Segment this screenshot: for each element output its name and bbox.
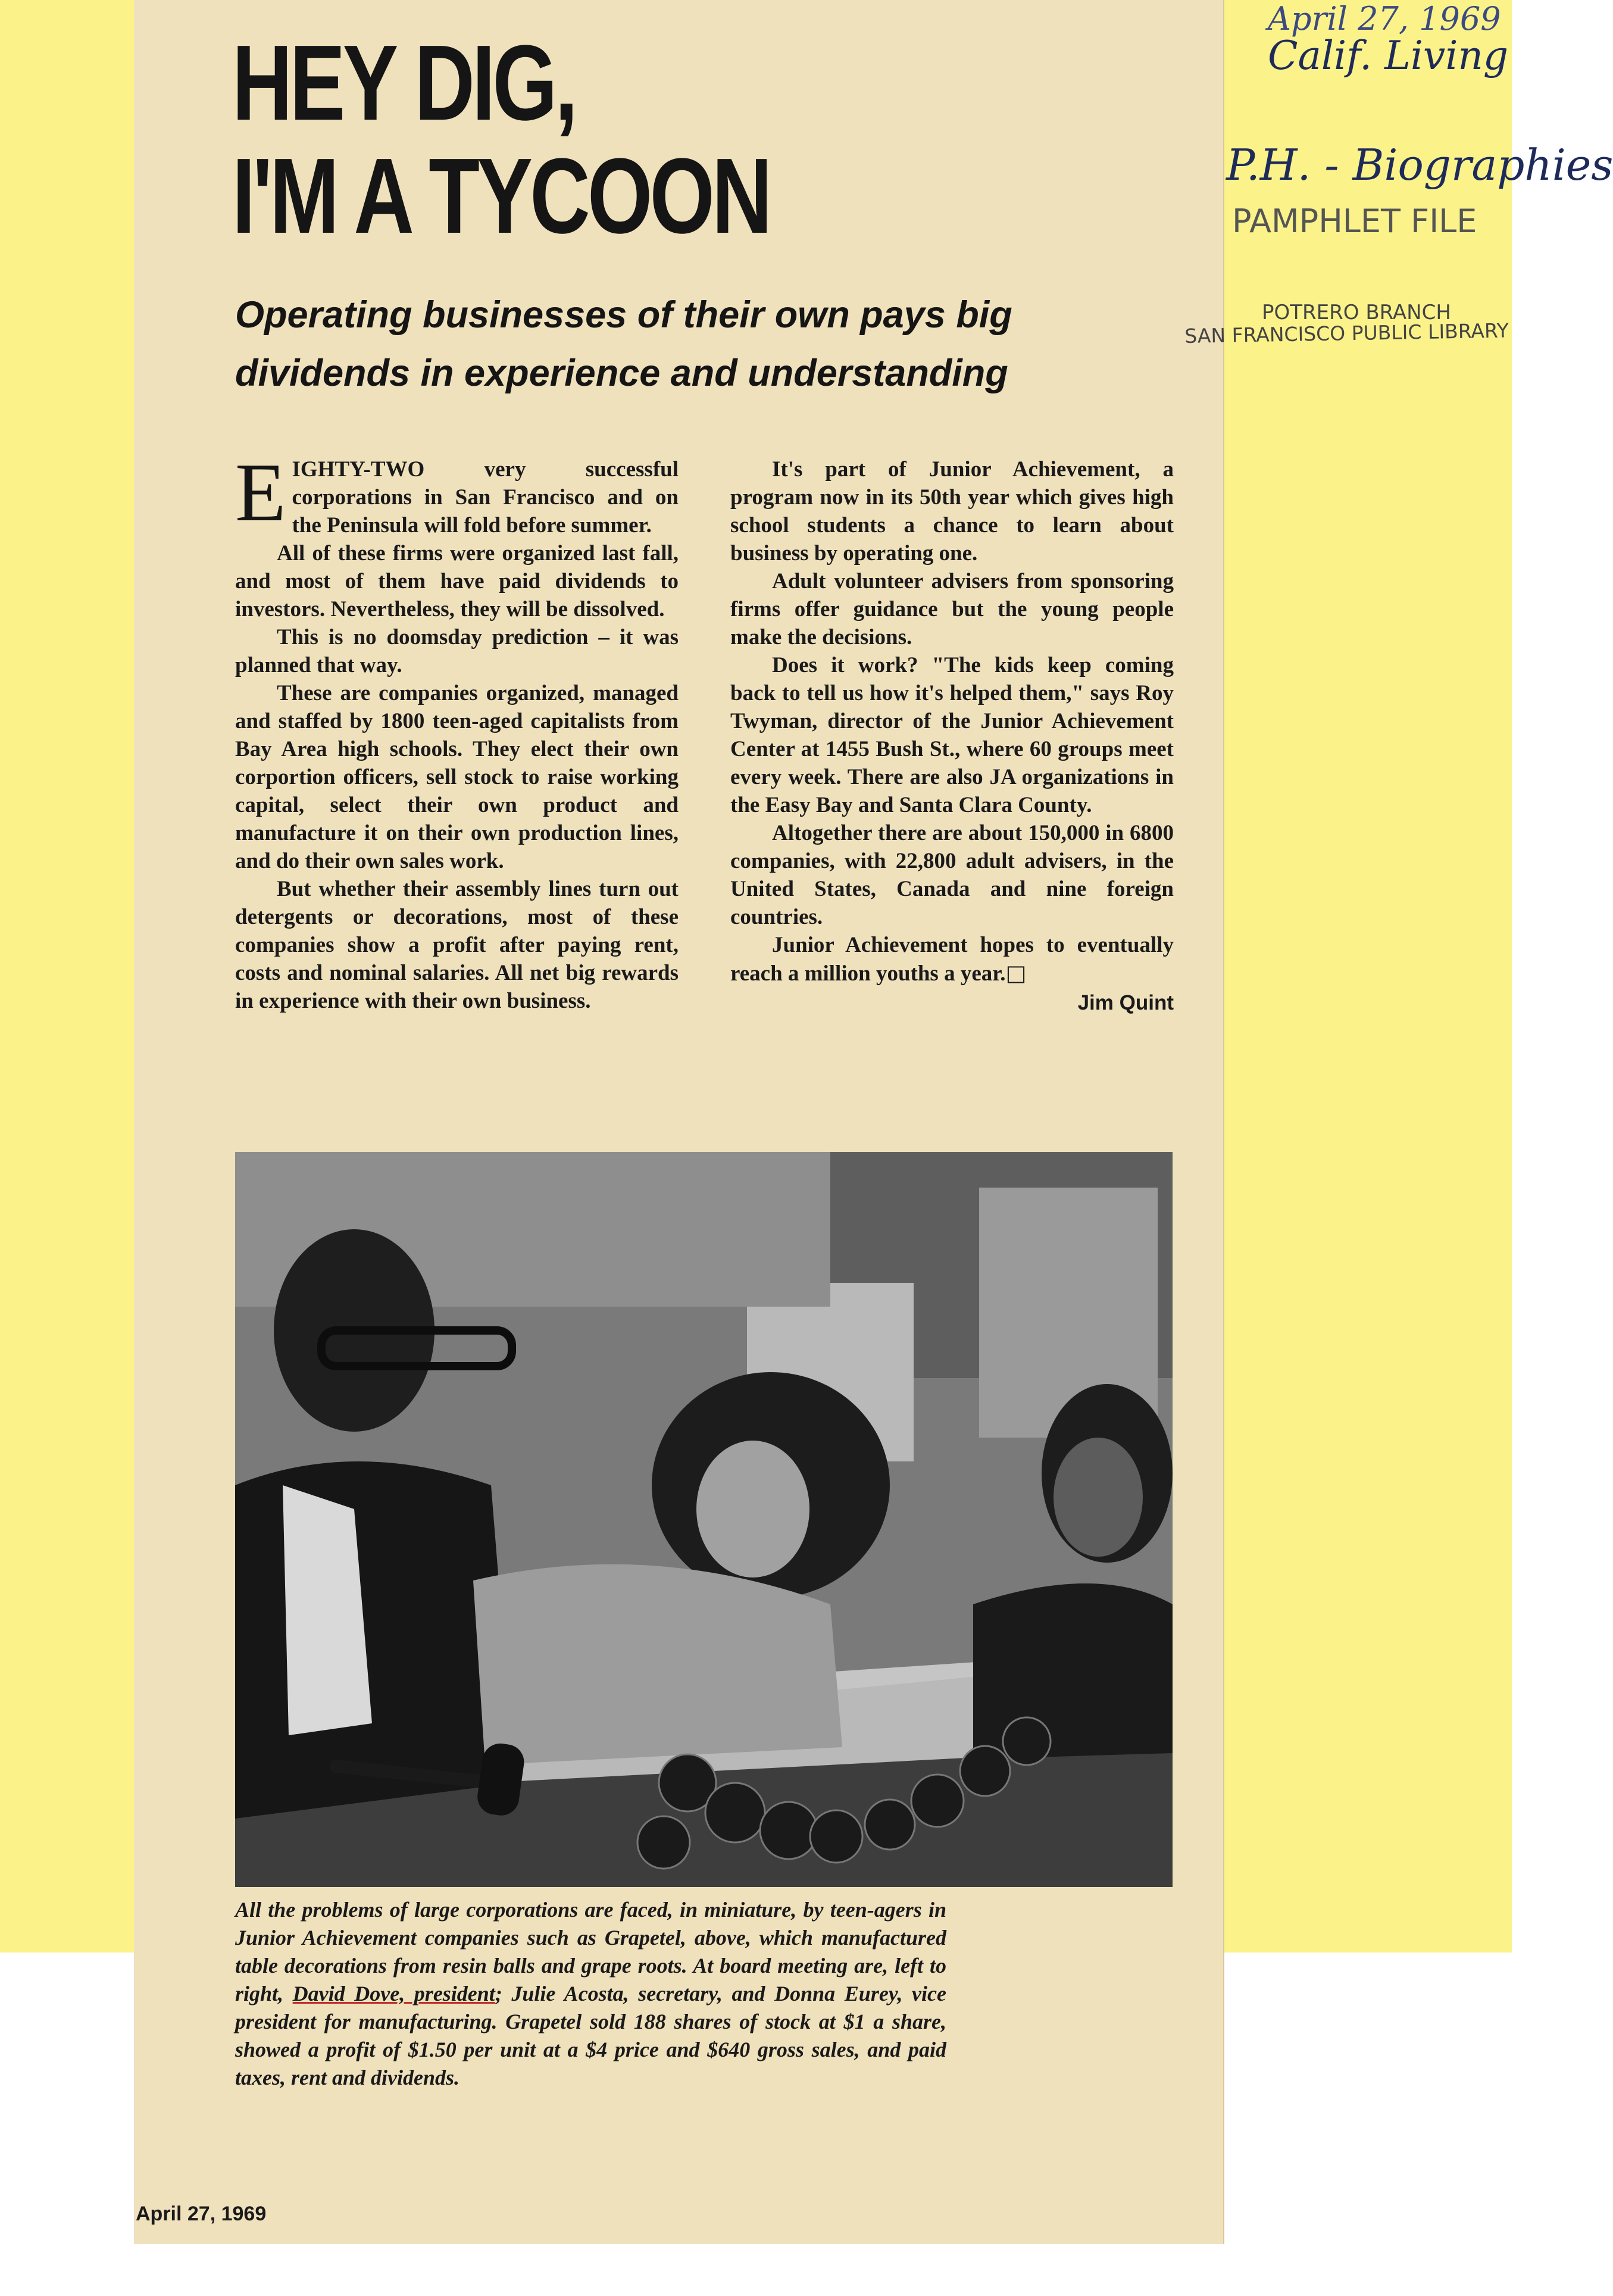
headline-line-2: I'M A TYCOON [232,136,770,256]
pamphlet-file-stamp: PAMPHLET FILE [1232,202,1477,240]
paragraph-8: Does it work? "The kids keep coming back to tell us how it's helped them," says Roy Twyman, director of the Junior Achievement Center at 1455 Bush St., where 60 groups meet every week. There are also JA organizations in the Easy Bay and Santa Clara County. [730,653,1174,817]
branch-stamp: POTRERO BRANCH [1262,301,1451,324]
paragraph-3: This is no doomsday prediction – it was planned that way. [235,625,679,677]
photo-illustration [235,1152,1173,1887]
drop-cap: E [235,446,286,539]
article-deck: Operating businesses of their own pays big dividends in experience and understanding [235,294,1012,394]
paragraph-1 [235,446,679,539]
handwritten-source: Calif. Living [1268,33,1509,79]
paragraph-10 [730,931,1174,988]
paragraph-4: These are companies organized, managed and staffed by 1800 teen-aged capitalists from Bay Area high schools. They elect their own corportion officers, sell stock to raise working capital, select their own product and manufacture it on their own production lines, and do their own sales work. [235,681,679,873]
photo-caption [235,1896,946,2092]
article-headline [232,23,770,256]
paragraph-5: But whether their assembly lines turn out detergents or decorations, most of these companies show a profit after paying rent, costs and nominal salaries. All net big rewards in experience with their own business. [235,877,679,1013]
caption-underlined-name: David Dove, president [292,1982,495,2006]
caption-part-2: ; Julie Acosta, secretary, and Donna Eurey, vice president for manufacturing. Grapetel sold 188 shares of stock at $1 a share, showed a profit of $1.50 per unit at a $4 price and $640 gross sales, and paid taxes, rent and dividends. [235,1982,946,2089]
headline-line-1: HEY DIG, [232,23,576,143]
paragraph-1-text: IGHTY-TWO very successful corporations in San Francisco and on the Peninsula will fold before summer. [292,457,679,538]
article-column-left [235,446,679,1015]
paragraph-2: All of these firms were organized last fall, and most of them have paid dividends to investors. Nevertheless, they will be dissolved. [235,541,679,621]
end-mark: □ [1005,960,1027,986]
paragraph-6: It's part of Junior Achievement, a program now in its 50th year which gives high school students a chance to learn about business by operating one. [730,457,1174,566]
byline: Jim Quint [1077,991,1174,1014]
page-footer-date: April 27, 1969 [136,2203,267,2225]
handwritten-category: P.H. - Biographies [1226,140,1613,190]
library-stamp: SAN FRANCISCO PUBLIC LIBRARY [1184,318,1509,348]
article-column-right [730,455,1174,1017]
paragraph-7: Adult volunteer advisers from sponsoring firms offer guidance but the young people make the decisions. [730,569,1174,649]
handwritten-date: April 27, 1969 [1268,0,1501,38]
caption-part-1: All the problems of large corporations are faced, in miniature, by teen-agers in Junior Achievement companies such as Grapetel, above, which manufactured table decorations from resin balls and grape roots. At board meeting are, left to right, [235,1898,946,2006]
paragraph-10-text: Junior Achievement hopes to eventually reach a million youths a year. [730,933,1174,986]
paragraph-9: Altogether there are about 150,000 in 6800 companies, with 22,800 adult advisers, in the United States, Canada and nine foreign countries. [730,821,1174,929]
board-meeting-photo [235,1152,1173,1887]
